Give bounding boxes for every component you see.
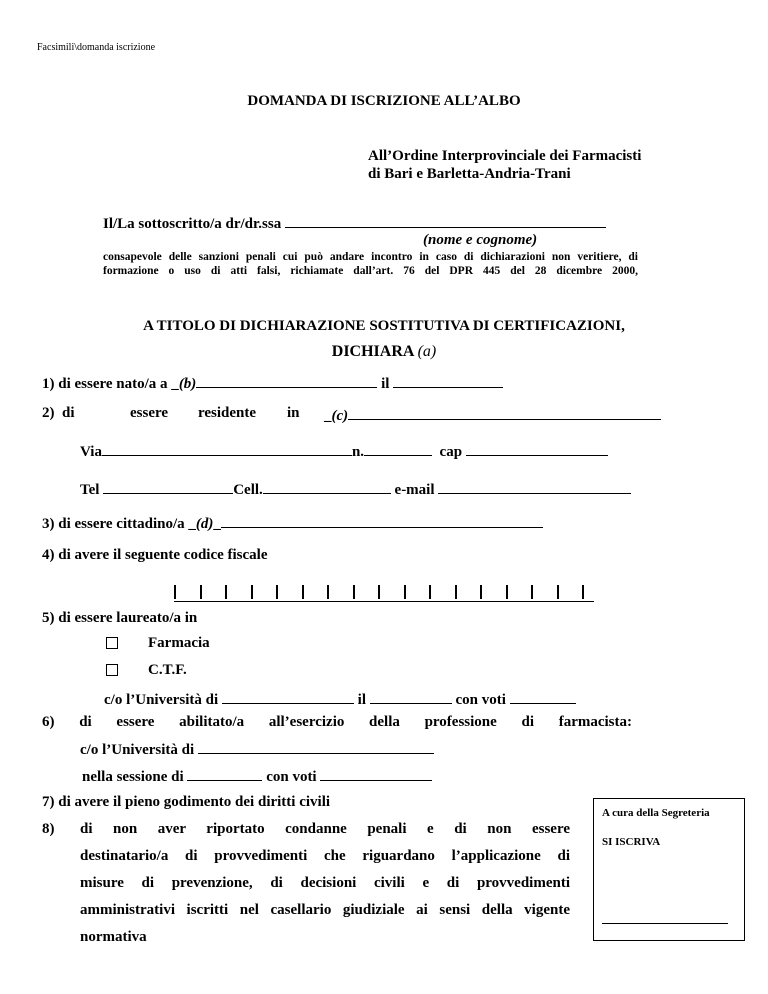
item-2-word-4: in <box>287 405 300 421</box>
recipient-line-1: All’Ordine Interprovinciale dei Farmacisti <box>368 148 642 164</box>
tel-field[interactable] <box>103 479 233 494</box>
via-label: Via <box>80 444 102 460</box>
item-2-ref: (c) <box>331 408 349 424</box>
fiscal-code-separator <box>429 585 431 599</box>
item-8-line-2: destinatario/a di provvedimenti che riguardano l’applicazione di <box>80 848 570 864</box>
birthplace-field[interactable] <box>196 373 377 388</box>
cap-label: cap <box>439 444 463 460</box>
applicant-row <box>103 213 606 233</box>
item-5-text: di essere laureato/a in <box>58 610 198 626</box>
fiscal-code-field[interactable] <box>174 583 594 602</box>
farmacia-checkbox[interactable] <box>106 637 118 649</box>
item-1 <box>42 373 503 393</box>
qualification-grade-field[interactable] <box>320 766 432 781</box>
item-8-line-1: di non aver riportato condanne penali e di non essere <box>80 821 570 837</box>
item-3-ref: (d) <box>195 516 214 532</box>
recipient-line-2: di Bari e Barletta-Andria-Trani <box>368 166 571 182</box>
item-3-text: di essere cittadino/a _ <box>58 516 196 532</box>
session-label: nella sessione di <box>82 769 184 785</box>
degree-grade-field[interactable] <box>510 689 576 704</box>
item-8-number: 8) <box>42 821 55 837</box>
session-field[interactable] <box>187 766 262 781</box>
item-7-number: 7) <box>42 794 55 810</box>
item-7 <box>42 794 330 811</box>
residence-row <box>324 405 661 425</box>
item-1-number: 1) <box>42 376 55 392</box>
item-2-word-2: essere <box>130 405 169 421</box>
qualification-university-row <box>80 739 434 759</box>
cell-label: Cell. <box>233 482 263 498</box>
fiscal-code-separator <box>174 585 176 599</box>
item-3 <box>42 513 543 533</box>
email-label: e-mail <box>394 482 435 498</box>
item-6-number: 6) <box>42 714 55 730</box>
section-title: A TITOLO DI DICHIARAZIONE SOSTITUTIVA DI CERTIFICAZIONI, <box>143 318 625 334</box>
degree-date-field[interactable] <box>370 689 452 704</box>
office-box-title: A cura della Segreteria <box>602 807 710 819</box>
farmacia-label: Farmacia <box>148 635 210 651</box>
tel-label: Tel <box>80 482 100 498</box>
item-8-line-5: normativa <box>80 929 147 945</box>
fiscal-code-separator <box>302 585 304 599</box>
item-2-word-3: residente <box>198 405 257 421</box>
dichiara-note: (a) <box>417 343 437 360</box>
contact-row <box>80 479 631 499</box>
citizenship-field[interactable] <box>221 513 543 528</box>
item-2-pre: _ <box>324 408 332 424</box>
street-field[interactable] <box>102 441 352 456</box>
item-1-il: il <box>381 376 390 392</box>
degree-univ-label: c/o l’Università di <box>104 692 219 708</box>
item-8-line-3: misure di prevenzione, di decisioni civili e di provvedimenti <box>80 875 570 891</box>
session-voti-label: con voti <box>266 769 317 785</box>
item-7-text: di avere il pieno godimento dei diritti civili <box>58 794 331 810</box>
office-signature-line[interactable] <box>602 923 728 924</box>
item-2-number: 2) <box>42 405 55 421</box>
fiscal-code-separator <box>225 585 227 599</box>
fiscal-code-separator <box>251 585 253 599</box>
number-label: n. <box>351 444 365 460</box>
name-hint: (nome e cognome) <box>423 232 538 248</box>
item-5 <box>42 610 197 627</box>
fiscal-code-separator <box>353 585 355 599</box>
item-3-number: 3) <box>42 516 55 532</box>
item-1-text: di essere nato/a a _ <box>58 376 179 392</box>
degree-university-row <box>104 689 576 709</box>
fiscal-code-separator <box>557 585 559 599</box>
office-box-stamp: SI ISCRIVA <box>602 836 661 848</box>
item-1-ref: (b) <box>178 376 197 392</box>
applicant-name-field[interactable] <box>285 213 606 228</box>
document-title: DOMANDA DI ISCRIZIONE ALL’ALBO <box>247 93 521 109</box>
fiscal-code-separator <box>276 585 278 599</box>
address-row <box>80 441 608 461</box>
residence-field[interactable] <box>348 405 661 420</box>
item-5-number: 5) <box>42 610 55 626</box>
dichiara-label: DICHIARA <box>331 343 414 360</box>
email-field[interactable] <box>438 479 631 494</box>
degree-voti-label: con voti <box>455 692 506 708</box>
qualification-university-field[interactable] <box>198 739 434 754</box>
cap-field[interactable] <box>466 441 608 456</box>
document-header: Facsimili\domanda iscrizione <box>37 42 156 53</box>
dichiara-heading <box>0 343 768 361</box>
street-number-field[interactable] <box>364 441 432 456</box>
item-2-word-1: di <box>62 405 75 421</box>
degree-il-label: il <box>357 692 366 708</box>
fiscal-code-separator <box>506 585 508 599</box>
qual-univ-label: c/o l’Università di <box>80 742 195 758</box>
cell-field[interactable] <box>263 479 391 494</box>
degree-university-field[interactable] <box>222 689 354 704</box>
item-4 <box>42 547 268 564</box>
fiscal-code-separator <box>200 585 202 599</box>
applicant-label: Il/La sottoscritto/a dr/dr.ssa <box>103 216 282 232</box>
fiscal-code-separator <box>404 585 406 599</box>
fiscal-code-separator <box>327 585 329 599</box>
item-8-line-4: amministrativi iscritti nel casellario giudiziale ai sensi della vigente <box>80 902 570 918</box>
ctf-label: C.T.F. <box>148 662 187 678</box>
fiscal-code-separator <box>531 585 533 599</box>
fiscal-code-separator <box>480 585 482 599</box>
birthdate-field[interactable] <box>393 373 503 388</box>
item-6 <box>42 714 632 731</box>
item-6-text: di essere abilitato/a all’esercizio della professione di farmacista: <box>79 714 633 730</box>
legal-notice: consapevole delle sanzioni penali cui può andare incontro in caso di dichiarazioni non veritiere, di formazione o uso di atti falsi, richiamate dall’art. 76 del DPR 445 del 28 dicembre 2000, <box>103 251 638 277</box>
item-4-number: 4) <box>42 547 55 563</box>
ctf-checkbox[interactable] <box>106 664 118 676</box>
fiscal-code-separator <box>378 585 380 599</box>
item-4-text: di avere il seguente codice fiscale <box>58 547 268 563</box>
fiscal-code-separator <box>455 585 457 599</box>
item-3-post: _ <box>213 516 221 532</box>
office-use-box <box>593 798 745 941</box>
session-row <box>82 766 432 786</box>
fiscal-code-separator <box>582 585 584 599</box>
